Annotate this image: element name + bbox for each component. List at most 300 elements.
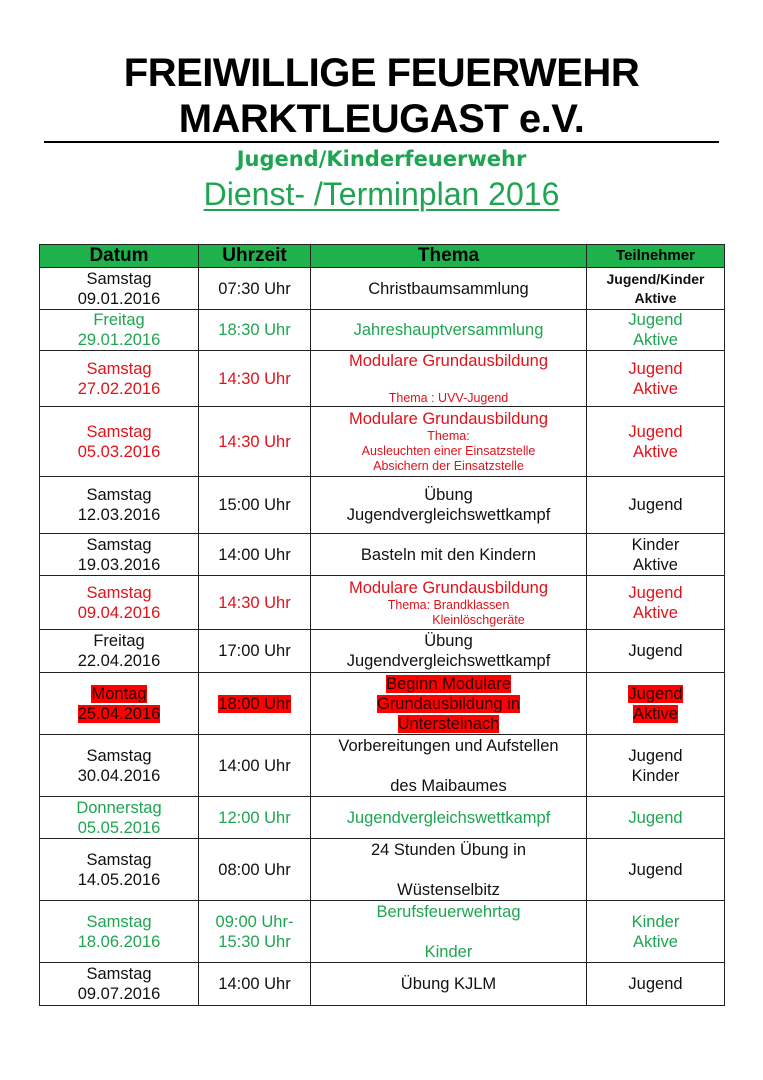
topic-group	[311, 902, 586, 962]
participant-line-group	[587, 422, 724, 462]
time-cell	[199, 673, 311, 735]
date-line-text: 09.07.2016	[77, 985, 161, 1003]
participants-cell	[587, 901, 725, 963]
participant-line	[587, 746, 724, 766]
date-cell	[40, 963, 199, 1006]
time-line	[199, 808, 310, 828]
date-line	[40, 330, 198, 350]
time-cell	[199, 477, 311, 534]
org-name-line1: FREIWILLIGE FEUERWEHR	[123, 51, 640, 95]
date-line-text: Samstag	[86, 269, 152, 288]
date-cell	[40, 630, 199, 673]
date-line	[40, 766, 198, 786]
date-line	[40, 485, 198, 505]
topic-text: Übung	[424, 486, 473, 504]
date-line-text: 22.04.2016	[77, 652, 161, 670]
table-row	[40, 673, 725, 735]
date-line	[40, 535, 198, 555]
table-row	[40, 735, 725, 797]
date-line-group	[40, 631, 198, 671]
time-cell	[199, 534, 311, 576]
topic-cell	[311, 673, 587, 735]
date-cell	[40, 901, 199, 963]
date-line-group	[40, 964, 198, 1004]
topic-text: Jahreshauptversammlung	[353, 321, 544, 339]
participant-line-text: Aktive	[633, 704, 678, 723]
topic-cell	[311, 963, 587, 1006]
topic-cell	[311, 477, 587, 534]
participant-line	[587, 495, 724, 515]
participant-line	[587, 766, 724, 786]
topic-line	[311, 651, 586, 671]
subtitle: Jugend/Kinderfeuerwehr	[236, 147, 527, 171]
participants-cell	[587, 797, 725, 839]
time-cell	[199, 576, 311, 630]
participant-line	[587, 359, 724, 379]
time-line	[199, 369, 310, 389]
time-line-text: 08:00 Uhr	[218, 860, 291, 879]
topic-cell	[311, 839, 587, 901]
participant-line-text: Aktive	[633, 603, 678, 622]
topic-text: Beginn Modulare	[386, 674, 511, 693]
date-cell	[40, 839, 199, 901]
time-line-text: 18:00 Uhr	[218, 694, 291, 713]
participant-line-group	[587, 912, 724, 952]
date-line	[40, 932, 198, 952]
participants-cell	[587, 477, 725, 534]
date-cell	[40, 534, 199, 576]
date-line-text: Samstag	[86, 422, 152, 441]
topic-text: Modulare Grundausbildung	[348, 352, 549, 370]
participants-cell	[587, 268, 725, 310]
date-line	[40, 422, 198, 442]
date-line	[40, 631, 198, 651]
time-line-text: 14:00 Uhr	[218, 975, 291, 993]
time-line	[199, 545, 310, 565]
topic-text: Vorbereitungen und Aufstellen	[338, 736, 559, 755]
topic-group	[311, 674, 586, 734]
topic-spacer	[311, 756, 586, 776]
time-line-group	[199, 320, 310, 340]
plan-title-text: Dienst- /Terminplan 2016	[203, 176, 560, 212]
time-line-text: 14:00 Uhr	[218, 756, 291, 775]
date-line-group	[40, 684, 198, 724]
title-divider	[44, 141, 719, 143]
participants-cell	[587, 735, 725, 797]
date-line-text: 12.03.2016	[77, 506, 161, 524]
participants-cell	[587, 963, 725, 1006]
time-line-text: 15:30 Uhr	[218, 932, 291, 951]
participants-cell	[587, 534, 725, 576]
participant-line-text: Kinder	[631, 912, 680, 931]
date-line	[40, 798, 198, 818]
date-line-text: Samstag	[86, 850, 152, 869]
topic-cell	[311, 901, 587, 963]
date-line-text: Freitag	[93, 311, 145, 329]
time-line	[199, 974, 310, 994]
date-line-group	[40, 912, 198, 952]
date-line-group	[40, 485, 198, 525]
time-line	[199, 279, 310, 299]
time-cell	[199, 797, 311, 839]
table-row	[40, 839, 725, 901]
time-line	[199, 756, 310, 776]
participant-line-group	[587, 495, 724, 515]
column-header-date: Datum	[40, 245, 199, 268]
participant-line	[587, 808, 724, 828]
topic-text: Berufsfeuerwehrtag	[376, 902, 521, 921]
date-cell	[40, 268, 199, 310]
topic-line	[311, 694, 586, 714]
participant-line	[587, 270, 724, 289]
participant-line-text: Jugend	[628, 496, 683, 514]
participant-line-group	[587, 746, 724, 786]
org-name-line2: MARKTLEUGAST e.V.	[178, 97, 585, 141]
time-line-group	[199, 912, 310, 952]
topic-cell	[311, 351, 587, 407]
table-row	[40, 630, 725, 673]
date-line	[40, 746, 198, 766]
topic-note: Absichern der Einsatzstelle	[373, 459, 524, 473]
table-row	[40, 310, 725, 351]
participant-line-group	[587, 583, 724, 623]
topic-cell	[311, 576, 587, 630]
participants-cell	[587, 310, 725, 351]
time-cell	[199, 630, 311, 673]
table-row	[40, 576, 725, 630]
participant-line	[587, 555, 724, 575]
topic-line	[311, 505, 586, 525]
participant-line-text: Aktive	[634, 289, 677, 306]
topic-text: Modulare Grundausbildung	[348, 410, 549, 428]
participant-line-group	[587, 860, 724, 880]
participant-line	[587, 704, 724, 724]
time-line-text: 17:00 Uhr	[218, 642, 291, 660]
table-row	[40, 407, 725, 477]
time-line-group	[199, 694, 310, 714]
topic-spacer	[311, 371, 586, 391]
table-row	[40, 901, 725, 963]
topic-text: Jugendvergleichswettkampf	[346, 506, 551, 524]
topic-line	[311, 485, 586, 505]
time-line-group	[199, 279, 310, 299]
topic-text: Kinder	[424, 942, 473, 961]
topic-line	[311, 880, 586, 900]
date-line-group	[40, 535, 198, 575]
participant-line-text: Aktive	[633, 331, 678, 349]
time-line	[199, 912, 310, 932]
topic-note: Thema:	[427, 429, 470, 443]
date-line	[40, 583, 198, 603]
topic-cell	[311, 735, 587, 797]
topic-cell	[311, 407, 587, 477]
topic-text: des Maibaumes	[390, 776, 507, 795]
participant-line	[587, 535, 724, 555]
date-line-text: 14.05.2016	[77, 870, 161, 889]
participant-line	[587, 912, 724, 932]
schedule-body	[40, 268, 725, 1006]
column-header-time: Uhrzeit	[199, 245, 311, 268]
participant-line-text: Kinder	[631, 766, 680, 785]
date-line-text: 09.04.2016	[77, 603, 161, 622]
table-row	[40, 351, 725, 407]
participant-line-text: Aktive	[633, 555, 678, 574]
date-line-text: 25.04.2016	[77, 704, 161, 723]
time-line-text: 14:00 Uhr	[218, 545, 291, 564]
date-line-group	[40, 798, 198, 838]
time-line	[199, 495, 310, 515]
time-line-group	[199, 495, 310, 515]
time-cell	[199, 351, 311, 407]
topic-text: Modulare Grundausbildung	[348, 578, 549, 597]
time-cell	[199, 963, 311, 1006]
participants-cell	[587, 673, 725, 735]
participant-line-text: Jugend	[628, 311, 683, 329]
date-line-text: Samstag	[86, 746, 152, 765]
topic-line	[311, 674, 586, 694]
participant-line-text: Jugend	[628, 642, 683, 660]
date-line	[40, 269, 198, 289]
time-cell	[199, 407, 311, 477]
topic-note: Kleinlöschgeräte	[432, 612, 525, 627]
time-line-group	[199, 860, 310, 880]
topic-cell	[311, 268, 587, 310]
date-line-text: 19.03.2016	[77, 555, 161, 574]
date-cell	[40, 310, 199, 351]
date-cell	[40, 351, 199, 407]
time-line-text: 18:30 Uhr	[218, 321, 291, 339]
table-row	[40, 268, 725, 310]
date-line	[40, 651, 198, 671]
date-line	[40, 684, 198, 704]
date-line	[40, 505, 198, 525]
participant-line-group	[587, 359, 724, 399]
date-line-text: 27.02.2016	[77, 379, 161, 398]
participant-line	[587, 330, 724, 350]
topic-cell	[311, 310, 587, 351]
time-line	[199, 860, 310, 880]
participant-line-text: Aktive	[633, 379, 678, 398]
participant-line-text: Aktive	[633, 932, 678, 951]
time-line-text: 07:30 Uhr	[218, 279, 291, 298]
time-line-group	[199, 593, 310, 613]
topic-line	[311, 714, 586, 734]
topic-text: Wüstenselbitz	[397, 880, 500, 899]
date-cell	[40, 673, 199, 735]
date-line	[40, 912, 198, 932]
participant-line-text: Jugend	[628, 808, 683, 827]
time-cell	[199, 310, 311, 351]
date-cell	[40, 576, 199, 630]
date-cell	[40, 477, 199, 534]
column-header-participants: Teilnehmer	[587, 245, 725, 268]
participants-cell	[587, 839, 725, 901]
date-cell	[40, 797, 199, 839]
time-line-text: 14:30 Uhr	[218, 432, 291, 451]
topic-line	[311, 942, 586, 962]
topic-cell	[311, 797, 587, 839]
topic-cell	[311, 534, 587, 576]
date-line	[40, 964, 198, 984]
date-line-text: Samstag	[86, 535, 152, 554]
time-line	[199, 641, 310, 661]
topic-text: Jugendvergleichswettkampf	[346, 652, 551, 670]
date-line	[40, 818, 198, 838]
date-line	[40, 310, 198, 330]
topic-text: Basteln mit den Kindern	[360, 545, 537, 564]
table-row	[40, 797, 725, 839]
participant-line	[587, 379, 724, 399]
topic-text: Grundausbildung in	[376, 694, 521, 713]
participant-line-text: Jugend	[628, 422, 683, 441]
time-line-text: 12:00 Uhr	[218, 808, 291, 827]
date-line-group	[40, 310, 198, 350]
date-line-text: Samstag	[86, 965, 152, 983]
topic-line	[311, 736, 586, 756]
time-cell	[199, 901, 311, 963]
topic-text: Übung	[424, 632, 473, 650]
time-line-group	[199, 369, 310, 389]
column-header-topic: Thema	[311, 245, 587, 268]
participants-cell	[587, 351, 725, 407]
date-cell	[40, 735, 199, 797]
time-line-group	[199, 808, 310, 828]
time-line-group	[199, 641, 310, 661]
time-line-group	[199, 756, 310, 776]
participant-line-text: Jugend	[628, 359, 683, 378]
date-line-group	[40, 746, 198, 786]
date-line-text: 18.06.2016	[77, 932, 161, 951]
time-line-text: 15:00 Uhr	[218, 496, 291, 514]
date-line	[40, 555, 198, 575]
date-line-group	[40, 422, 198, 462]
time-line	[199, 432, 310, 452]
date-line-group	[40, 359, 198, 399]
time-line	[199, 593, 310, 613]
participant-line-text: Jugend	[628, 684, 683, 703]
participant-line-text: Aktive	[633, 442, 678, 461]
date-line	[40, 603, 198, 623]
date-line-text: Samstag	[86, 486, 152, 504]
schedule-table	[39, 244, 725, 1006]
table-row	[40, 534, 725, 576]
participant-line-group	[587, 974, 724, 994]
date-line	[40, 850, 198, 870]
date-line	[40, 704, 198, 724]
date-line-group	[40, 269, 198, 309]
date-line-text: Freitag	[93, 632, 145, 650]
table-header-row	[40, 245, 725, 268]
date-line	[40, 442, 198, 462]
participant-line-text: Jugend/Kinder	[606, 270, 705, 287]
topic-text: Übung KJLM	[400, 975, 497, 993]
date-line-text: Samstag	[86, 359, 152, 378]
plan-title	[0, 176, 763, 213]
date-line	[40, 289, 198, 309]
topic-text: Untersteinach	[397, 714, 500, 733]
participant-line-group	[587, 808, 724, 828]
topic-note: Thema : UVV-Jugend	[388, 391, 509, 405]
time-line-group	[199, 974, 310, 994]
topic-line	[311, 776, 586, 796]
date-line	[40, 379, 198, 399]
participant-line	[587, 684, 724, 704]
date-line-group	[40, 583, 198, 623]
date-line-text: Samstag	[86, 583, 152, 602]
topic-line	[311, 631, 586, 651]
table-row	[40, 963, 725, 1006]
participant-line	[587, 583, 724, 603]
participant-line-text: Jugend	[628, 860, 683, 879]
topic-note: Ausleuchten einer Einsatzstelle	[361, 444, 536, 458]
date-line-text: 09.01.2016	[77, 289, 161, 308]
topic-group	[311, 485, 586, 525]
topic-line	[311, 840, 586, 860]
date-line	[40, 984, 198, 1004]
time-line-group	[199, 432, 310, 452]
topic-line	[311, 902, 586, 922]
participant-line-group	[587, 270, 724, 308]
topic-spacer	[311, 860, 586, 880]
participant-line	[587, 974, 724, 994]
topic-spacer	[311, 922, 586, 942]
time-line-text: 09:00 Uhr-	[215, 912, 294, 931]
participant-line-group	[587, 641, 724, 661]
time-cell	[199, 735, 311, 797]
topic-text: Christbaumsammlung	[368, 279, 529, 298]
topic-text: Jugendvergleichswettkampf	[346, 808, 551, 827]
participant-line-text: Kinder	[631, 535, 680, 554]
topic-text: 24 Stunden Übung in	[370, 840, 527, 859]
topic-group	[311, 840, 586, 900]
date-line-text: 29.01.2016	[77, 331, 161, 349]
participant-line-group	[587, 535, 724, 575]
time-line-text: 14:30 Uhr	[218, 369, 291, 388]
participant-line-text: Jugend	[628, 746, 683, 765]
topic-cell	[311, 630, 587, 673]
time-cell	[199, 839, 311, 901]
date-cell	[40, 407, 199, 477]
time-cell	[199, 268, 311, 310]
participants-cell	[587, 630, 725, 673]
topic-group	[311, 631, 586, 671]
participant-line	[587, 310, 724, 330]
participant-line	[587, 422, 724, 442]
time-line	[199, 320, 310, 340]
date-line-text: 05.03.2016	[77, 442, 161, 461]
date-line-group	[40, 850, 198, 890]
participant-line-group	[587, 310, 724, 350]
participant-line	[587, 932, 724, 952]
participants-cell	[587, 576, 725, 630]
participant-line	[587, 603, 724, 623]
participant-line	[587, 289, 724, 308]
time-line	[199, 694, 310, 714]
date-line-text: 05.05.2016	[77, 818, 161, 837]
time-line	[199, 932, 310, 952]
time-line-text: 14:30 Uhr	[218, 593, 291, 612]
table-row	[40, 477, 725, 534]
participant-line-text: Jugend	[628, 583, 683, 602]
date-line	[40, 359, 198, 379]
topic-note: Thema: Brandklassen	[387, 597, 510, 612]
participant-line	[587, 641, 724, 661]
participant-line-group	[587, 684, 724, 724]
participant-line	[587, 442, 724, 462]
date-line	[40, 870, 198, 890]
participants-cell	[587, 407, 725, 477]
date-line-text: Samstag	[86, 912, 152, 931]
